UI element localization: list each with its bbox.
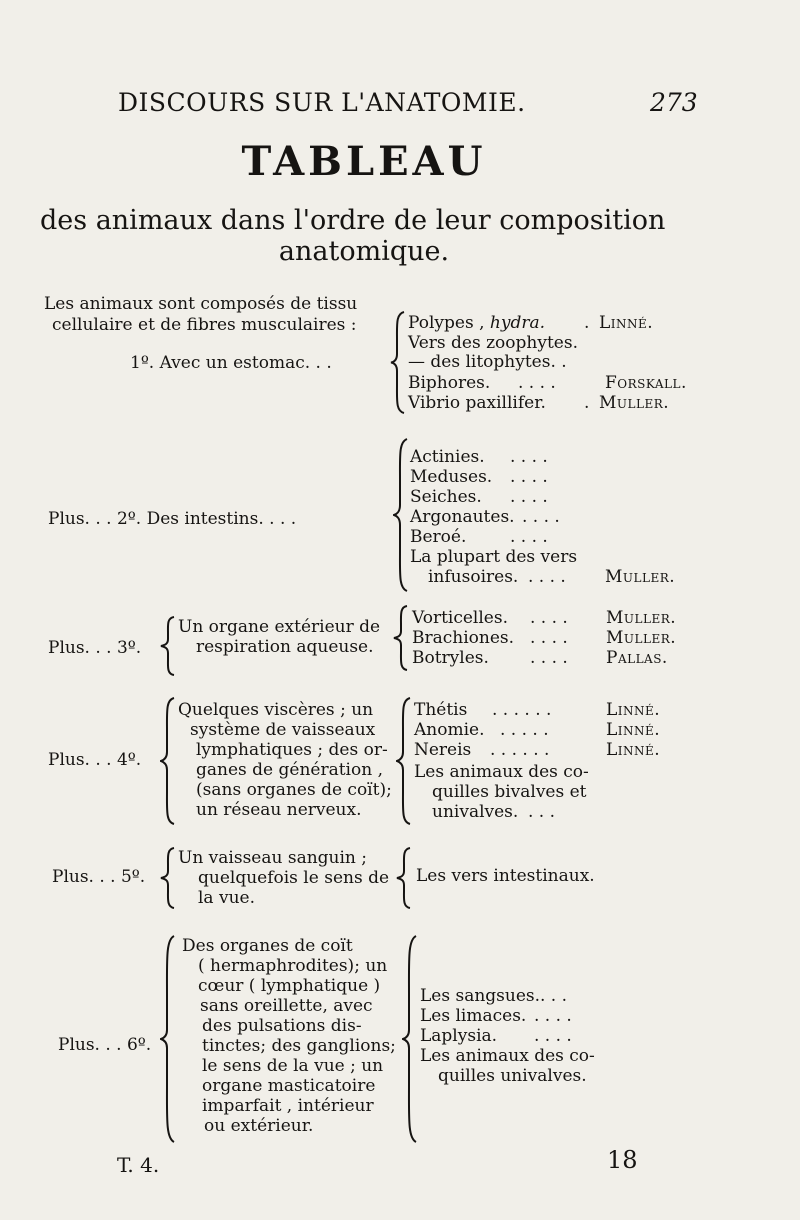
group-4-desc-2: système de vaisseaux: [190, 720, 376, 740]
group-2-animal-5-dots: . . . .: [510, 527, 548, 547]
group-3-animal-2: Brachiones.: [412, 628, 515, 648]
group-6-desc-4: sans oreillette, avec: [200, 996, 373, 1016]
group-4-animal-1-dots: . . . . . .: [492, 700, 552, 720]
group-2-animal-7-dots: . . . .: [528, 567, 566, 587]
group-4-animal-1-author: Linné.: [606, 700, 661, 720]
group-2-animal-6: La plupart des vers: [410, 547, 578, 567]
group-4-animal-6-dots: . . .: [528, 802, 556, 822]
group-4-animal-6: univalves.: [432, 802, 519, 822]
group-2-brace: [393, 437, 409, 593]
group-3-desc-2: respiration aqueuse.: [196, 637, 374, 657]
group-5-desc-3: la vue.: [198, 888, 255, 908]
intro-line-2: cellulaire et de fibres musculaires :: [52, 315, 357, 335]
group-1-animal-2: Vers des zoophytes.: [408, 333, 578, 353]
group-6-desc-7: le sens de la vue ; un: [202, 1056, 384, 1076]
group-2-animal-4: Argonautes.: [410, 507, 515, 527]
group-2-animal-7-author: Muller.: [605, 567, 676, 587]
group-4-animal-2-author: Linné.: [606, 720, 661, 740]
group-5-desc-1: Un vaisseau sanguin ;: [178, 848, 368, 868]
group-6-animal-2-dots: . . . .: [534, 1006, 572, 1026]
group-1-animal-4-author: Forskall.: [605, 373, 687, 393]
group-4-animal-3: Nereis: [414, 740, 472, 760]
page-number: 273: [650, 88, 698, 117]
group-6-left-brace: [160, 934, 176, 1144]
subtitle-line-1: des animaux dans l'ordre de leur composition: [40, 205, 666, 236]
group-6-animal-1: Les sangsues.: [420, 986, 541, 1006]
group-3-animal-3-dots: . . . .: [530, 648, 568, 668]
group-3-animal-1-dots: . . . .: [530, 608, 568, 628]
group-2-label: Plus. . . 2º. Des intestins. . . .: [48, 509, 297, 529]
group-1-animal-1: Polypes , hydra.: [408, 313, 546, 333]
group-6-animal-5: quilles univalves.: [438, 1066, 587, 1086]
group-2-animal-3-dots: . . . .: [510, 487, 548, 507]
group-2-animal-2: Meduses.: [410, 467, 493, 487]
group-3-animal-3: Botryles.: [412, 648, 489, 668]
group-6-desc-8: organe masticatoire: [202, 1076, 376, 1096]
intro-line-1: Les animaux sont composés de tissu: [44, 294, 358, 314]
subtitle-line-2: anatomique.: [278, 236, 450, 267]
group-4-right-brace: [396, 696, 412, 826]
group-4-animal-4: Les animaux des co-: [414, 762, 589, 782]
group-3-animal-2-author: Muller.: [606, 628, 677, 648]
group-2-animal-2-dots: . . . .: [510, 467, 548, 487]
group-6-animal-1-dots: . . .: [540, 986, 568, 1006]
group-5-label: Plus. . . 5º.: [52, 867, 146, 887]
group-6-desc-3: cœur ( lymphatique ): [198, 976, 381, 996]
group-3-animal-2-dots: . . . .: [530, 628, 568, 648]
group-4-animal-2: Anomie.: [414, 720, 485, 740]
group-2-animal-3: Seiches.: [410, 487, 482, 507]
group-5-desc-2: quelquefois le sens de: [198, 868, 390, 888]
page-title: TABLEAU: [241, 138, 487, 185]
group-6-animal-4: Les animaux des co-: [420, 1046, 595, 1066]
group-4-animal-3-dots: . . . . . .: [490, 740, 550, 760]
group-4-animal-3-author: Linné.: [606, 740, 661, 760]
group-4-left-brace: [160, 696, 176, 826]
group-3-right-brace: [393, 604, 409, 672]
group-2-animal-4-dots: . . . .: [522, 507, 560, 527]
running-header: DISCOURS SUR L'ANATOMIE.: [118, 88, 526, 117]
group-3-desc-1: Un organe extérieur de: [178, 617, 381, 637]
group-2-animal-5: Beroé.: [410, 527, 467, 547]
group-6-desc-5: des pulsations dis-: [202, 1016, 362, 1036]
group-4-desc-3: lymphatiques ; des or-: [196, 740, 388, 760]
group-1-animal-5-dots: .: [584, 393, 590, 413]
group-4-desc-4: ganes de génération ,: [196, 760, 383, 780]
group-6-desc-2: ( hermaphrodites); un: [198, 956, 388, 976]
group-4-animal-1: Thétis: [414, 700, 468, 720]
group-4-desc-6: un réseau nerveux.: [196, 800, 362, 820]
group-6-desc-10: ou extérieur.: [204, 1116, 314, 1136]
group-5-right-brace: [396, 846, 412, 910]
group-4-animal-5: quilles bivalves et: [432, 782, 587, 802]
group-1-animal-5-author: Muller.: [599, 393, 670, 413]
group-3-animal-1: Vorticelles.: [412, 608, 508, 628]
group-3-animal-1-author: Muller.: [606, 608, 677, 628]
group-6-animal-3: Laplysia.: [420, 1026, 498, 1046]
group-4-label: Plus. . . 4º.: [48, 750, 142, 770]
group-6-label: Plus. . . 6º.: [58, 1035, 152, 1055]
group-5-animal-1: Les vers intestinaux.: [416, 866, 595, 886]
group-6-animal-2: Les limaces.: [420, 1006, 527, 1026]
group-1-animal-1-author: Linné.: [599, 313, 654, 333]
group-4-desc-1: Quelques viscères ; un: [178, 700, 374, 720]
group-6-right-brace: [402, 934, 418, 1144]
group-1-animal-5: Vibrio paxillifer.: [408, 393, 546, 413]
group-5-left-brace: [160, 846, 176, 910]
group-6-desc-1: Des organes de coït: [182, 936, 353, 956]
sheet-number: 18: [607, 1146, 638, 1174]
group-6-animal-3-dots: . . . .: [534, 1026, 572, 1046]
group-3-animal-3-author: Pallas.: [606, 648, 668, 668]
group-1-brace: [390, 310, 406, 415]
group-1-animal-3: — des litophytes. .: [408, 352, 567, 372]
group-6-desc-9: imparfait , intérieur: [202, 1096, 374, 1116]
group-4-desc-5: (sans organes de coït);: [196, 780, 392, 800]
group-4-animal-2-dots: . . . . .: [500, 720, 549, 740]
group-1-animal-4: Biphores.: [408, 373, 491, 393]
group-2-animal-1: Actinies.: [410, 447, 485, 467]
group-6-desc-6: tinctes; des ganglions;: [202, 1036, 396, 1056]
group-3-label: Plus. . . 3º.: [48, 638, 142, 658]
group-2-animal-7: infusoires.: [428, 567, 519, 587]
group-1-animal-4-dots: . . . .: [518, 373, 556, 393]
group-2-animal-1-dots: . . . .: [510, 447, 548, 467]
group-3-left-brace: [160, 615, 176, 677]
signature-mark: T. 4.: [117, 1153, 160, 1177]
group-1-animal-1-dots: .: [584, 313, 590, 333]
group-1-label: 1º. Avec un estomac. . .: [130, 353, 332, 373]
